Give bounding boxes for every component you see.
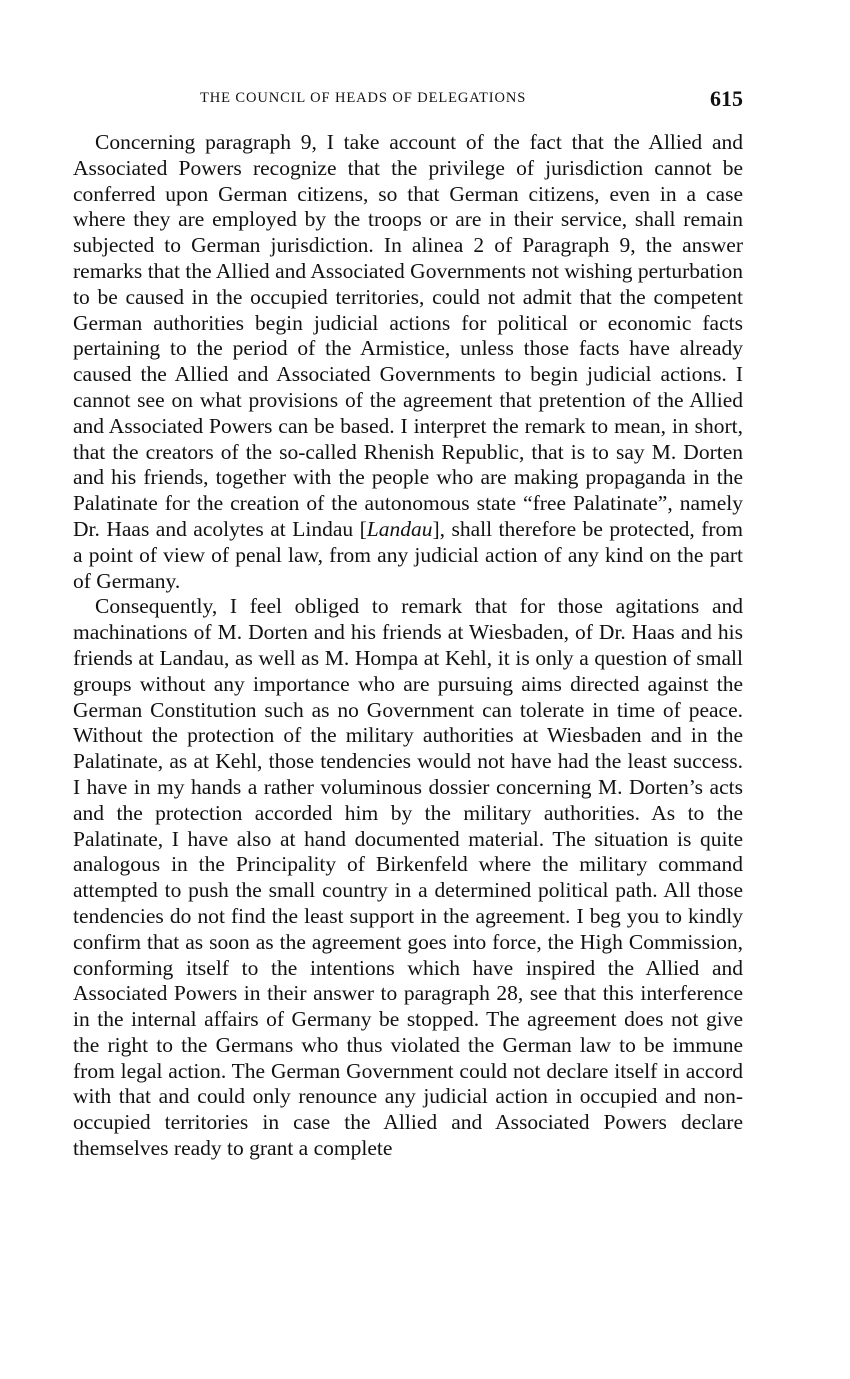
page-number: 615: [710, 86, 743, 111]
running-header: [73, 86, 743, 116]
paragraph-1-text-end: ], shall therefore be protected, from a point of view of penal law, from any judicial action of any kind on the part of Germany.: [73, 516, 743, 593]
paragraph-2: Consequently, I feel obliged to remark that for those agitations and machinations of M. Dorten and his friends at Wiesbaden, of Dr. Haas and his friends at Landau, as well as M. Hompa at Kehl, it is only a question of small groups without any importance who are pursuing aims directed against the German Constitution such as no Government can tolerate in time of peace. Without the protection of the military authorities at Wiesbaden and in the Palatinate, as at Kehl, those tendencies would not have had the least success. I have in my hands a rather voluminous dossier concerning M. Dorten’s acts and the protection accorded him by the military authorities. As to the Palatinate, I have also at hand documented material. The situation is quite analogous in the Principality of Birkenfeld where the military command attempted to push the small country in a determined political path. All those tendencies do not find the least support in the agreement. I beg you to kindly confirm that as soon as the agreement goes into force, the High Commission, conforming itself to the intentions which have inspired the Allied and Associated Powers in their answer to paragraph 28, see that this interference in the internal affairs of Germany be stopped. The agreement does not give the right to the Germans who thus violated the German law to be immune from legal action. The German Government could not declare itself in accord with that and could only renounce any judicial action in occupied and non-occupied territories in case the Allied and Associated Powers declare themselves ready to grant a complete: [73, 594, 743, 1161]
body-text: [73, 130, 743, 1162]
italic-correction-landau: Landau: [366, 516, 433, 541]
paragraph-1-text: Concerning paragraph 9, I take account of the fact that the Allied and Associated Powers recognize that the privilege of jurisdiction cannot be conferred upon German citizens, so that German citizens, even in a case where they are employed by the troops or are in their service, shall remain subjected to German jurisdiction. In alinea 2 of Paragraph 9, the answer remarks that the Allied and Associated Governments not wishing perturbation to be caused in the occupied territories, could not admit that the competent German authorities begin judicial actions for political or economic facts pertaining to the period of the Armistice, unless those facts have already caused the Allied and Associated Governments to begin judicial actions. I cannot see on what provisions of the agreement that pretention of the Allied and Associated Powers can be based. I interpret the remark to mean, in short, that the creators of the so-called Rhenish Republic, that is to say M. Dorten and his friends, together with the people who are making propaganda in the Palatinate for the creation of the autonomous state “free Palatinate”, namely Dr. Haas and acolytes at Lindau [: [73, 130, 743, 541]
running-head-title: THE COUNCIL OF HEADS OF DELEGATIONS: [200, 90, 527, 106]
paragraph-1: [73, 130, 743, 594]
